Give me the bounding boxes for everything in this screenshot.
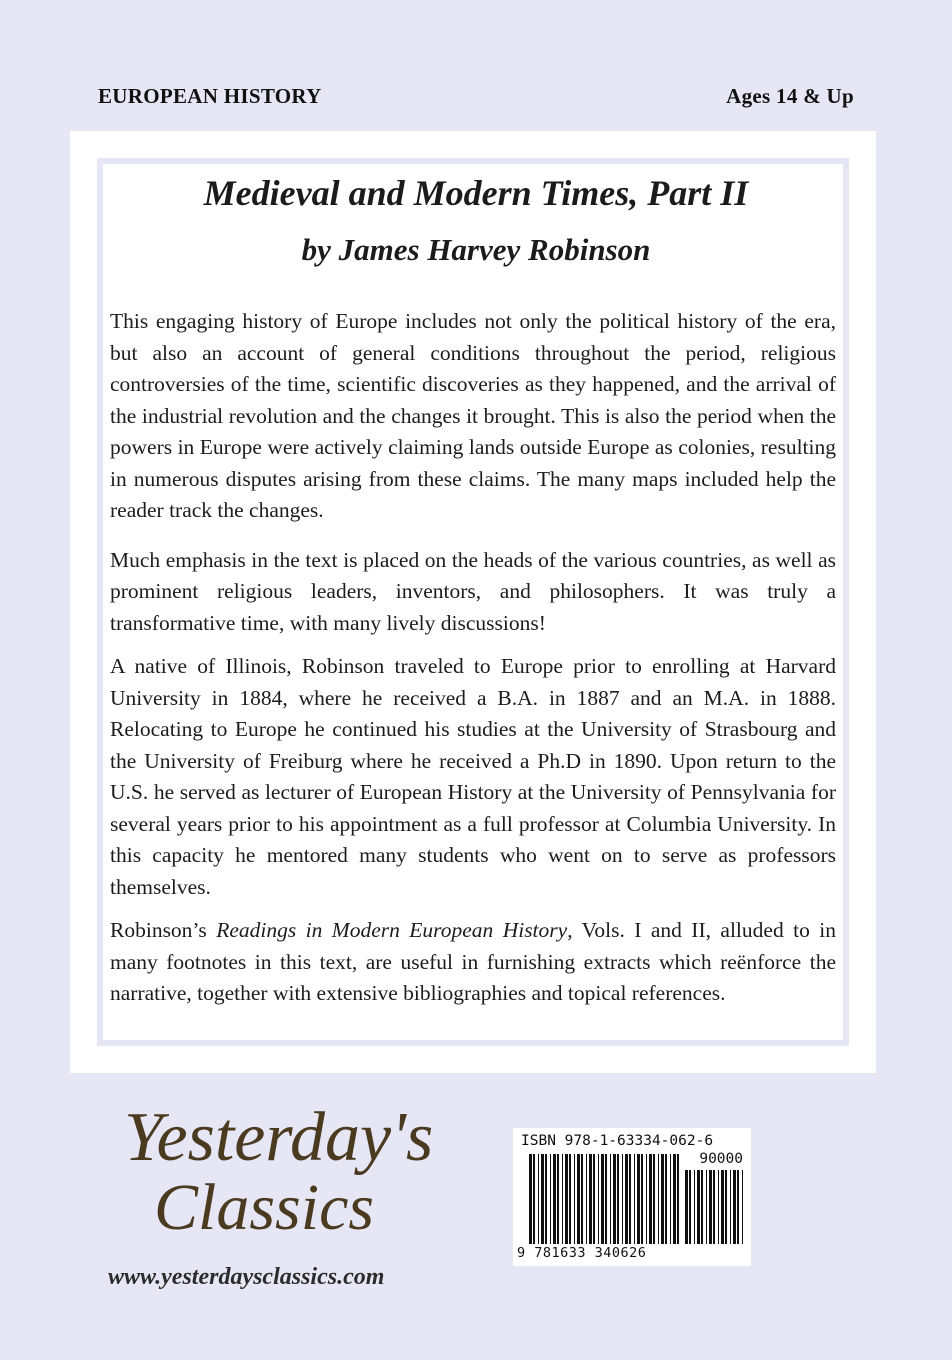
barcode-bar [598, 1154, 599, 1244]
barcode-bar [649, 1154, 652, 1244]
barcode-bar [737, 1170, 739, 1244]
barcode-bar [586, 1154, 587, 1244]
barcode-bar [641, 1154, 643, 1244]
barcode-bar [733, 1170, 736, 1244]
price-code: 90000 [699, 1151, 743, 1167]
isbn-barcode [513, 1128, 751, 1266]
barcode-bar [709, 1170, 712, 1244]
author-bio-paragraph: A native of Illinois, Robinson traveled to Europe prior to enrolling at Harvard University in 1884, where he received a B.A. in 1887 and an M.A. in 1888. Relocating to Europe he continued his studies at the University of Strasbourg and the University of Freiburg where he received a Ph.D in 1890. Upon return to the U.S. he served as lecturer of European History at the University of Pennsylvania for several years prior to his appointment as a full professor at Columbia University. In this capacity he mentored many students who went on to serve as professors themselves. [110, 654, 836, 899]
barcode-bar [673, 1154, 676, 1244]
barcode-bar [625, 1154, 628, 1244]
barcode-bar [622, 1154, 623, 1244]
readings-suffix: , Vols. I and II, alluded to in many footnotes in this text, are useful in furnishing extracts which reënforce the narrative, together with extensive bibliographies and topical references. [110, 918, 836, 1005]
barcode-bar [601, 1154, 604, 1244]
barcode-bar [697, 1170, 700, 1244]
age-range-label: Ages 14 & Up [726, 84, 854, 108]
barcode-bar [557, 1154, 559, 1244]
barcode-bar [562, 1154, 563, 1244]
barcode-bar [725, 1170, 727, 1244]
barcode-bar [730, 1170, 731, 1244]
publisher-website[interactable]: www.yesterdaysclassics.com [108, 1264, 385, 1290]
barcode-bar [613, 1154, 616, 1244]
readings-prefix: Robinson’s [110, 918, 217, 942]
category-label: EUROPEAN HISTORY [98, 84, 322, 108]
barcode-bar [701, 1170, 703, 1244]
logo-line-1: Yesterday's [124, 1099, 434, 1176]
description-text [110, 306, 836, 1022]
barcode-bar [713, 1170, 715, 1244]
barcode-bar [721, 1170, 724, 1244]
barcode-bar [742, 1170, 743, 1244]
isbn-label: ISBN 978-1-63334-062-6 [521, 1133, 714, 1149]
barcode-bar [574, 1154, 575, 1244]
description-paragraph-1: This engaging history of Europe includes not only the political history of the era, but also an account of general conditions throughout the period, religious controversies of the time, scientific discoveries as they happened, and the arrival of the industrial revolution and the changes it brought. This is also the period when the powers in Europe were actively claiming lands outside Europe as colonies, resulting in numerous disputes arising from these claims. The many maps included help the reader track the changes. [110, 309, 836, 522]
barcode-bar [634, 1154, 635, 1244]
barcode-bar [694, 1170, 695, 1244]
barcode-bar [593, 1154, 595, 1244]
barcode-bar [646, 1154, 647, 1244]
barcode-bar [670, 1154, 671, 1244]
barcode-bar [589, 1154, 592, 1244]
barcode-bar [533, 1154, 535, 1244]
isbn-digits: 9 781633 340626 [517, 1245, 647, 1261]
barcode-bar [629, 1154, 631, 1244]
publisher-logo [124, 1098, 434, 1268]
barcode-bar [677, 1154, 679, 1244]
barcode-bar [689, 1170, 691, 1244]
readings-title: Readings in Modern European History [216, 918, 568, 942]
logo-line-2: Classics [154, 1171, 375, 1244]
description-paragraph-2: Much emphasis in the text is placed on the heads of the various countries, as well as prominent religious leaders, inventors, and philosophers. It was truly a transformative time, with many lively discussions! [110, 547, 836, 635]
readings-paragraph [110, 915, 836, 1010]
barcode-bar [541, 1154, 544, 1244]
barcode-bar [653, 1154, 655, 1244]
barcode-bar [581, 1154, 583, 1244]
barcode-bar [718, 1170, 719, 1244]
barcode-bar [610, 1154, 611, 1244]
barcode-bar [617, 1154, 619, 1244]
barcode-bar [605, 1154, 607, 1244]
barcode-bar [637, 1154, 640, 1244]
barcode-bar [706, 1170, 707, 1244]
barcode-bar [661, 1154, 664, 1244]
barcode-bar [538, 1154, 539, 1244]
book-author: by James Harvey Robinson [301, 232, 651, 267]
barcode-bar [553, 1154, 556, 1244]
barcode-bar [565, 1154, 568, 1244]
barcode-bar [569, 1154, 571, 1244]
barcode-bar [685, 1170, 688, 1244]
barcode-bar [577, 1154, 580, 1244]
barcode-bar [529, 1154, 532, 1244]
barcode-bar [658, 1154, 659, 1244]
barcode-bar [550, 1154, 551, 1244]
book-title: Medieval and Modern Times, Part II [203, 173, 749, 213]
barcode-bar [545, 1154, 547, 1244]
barcode-bar [665, 1154, 667, 1244]
